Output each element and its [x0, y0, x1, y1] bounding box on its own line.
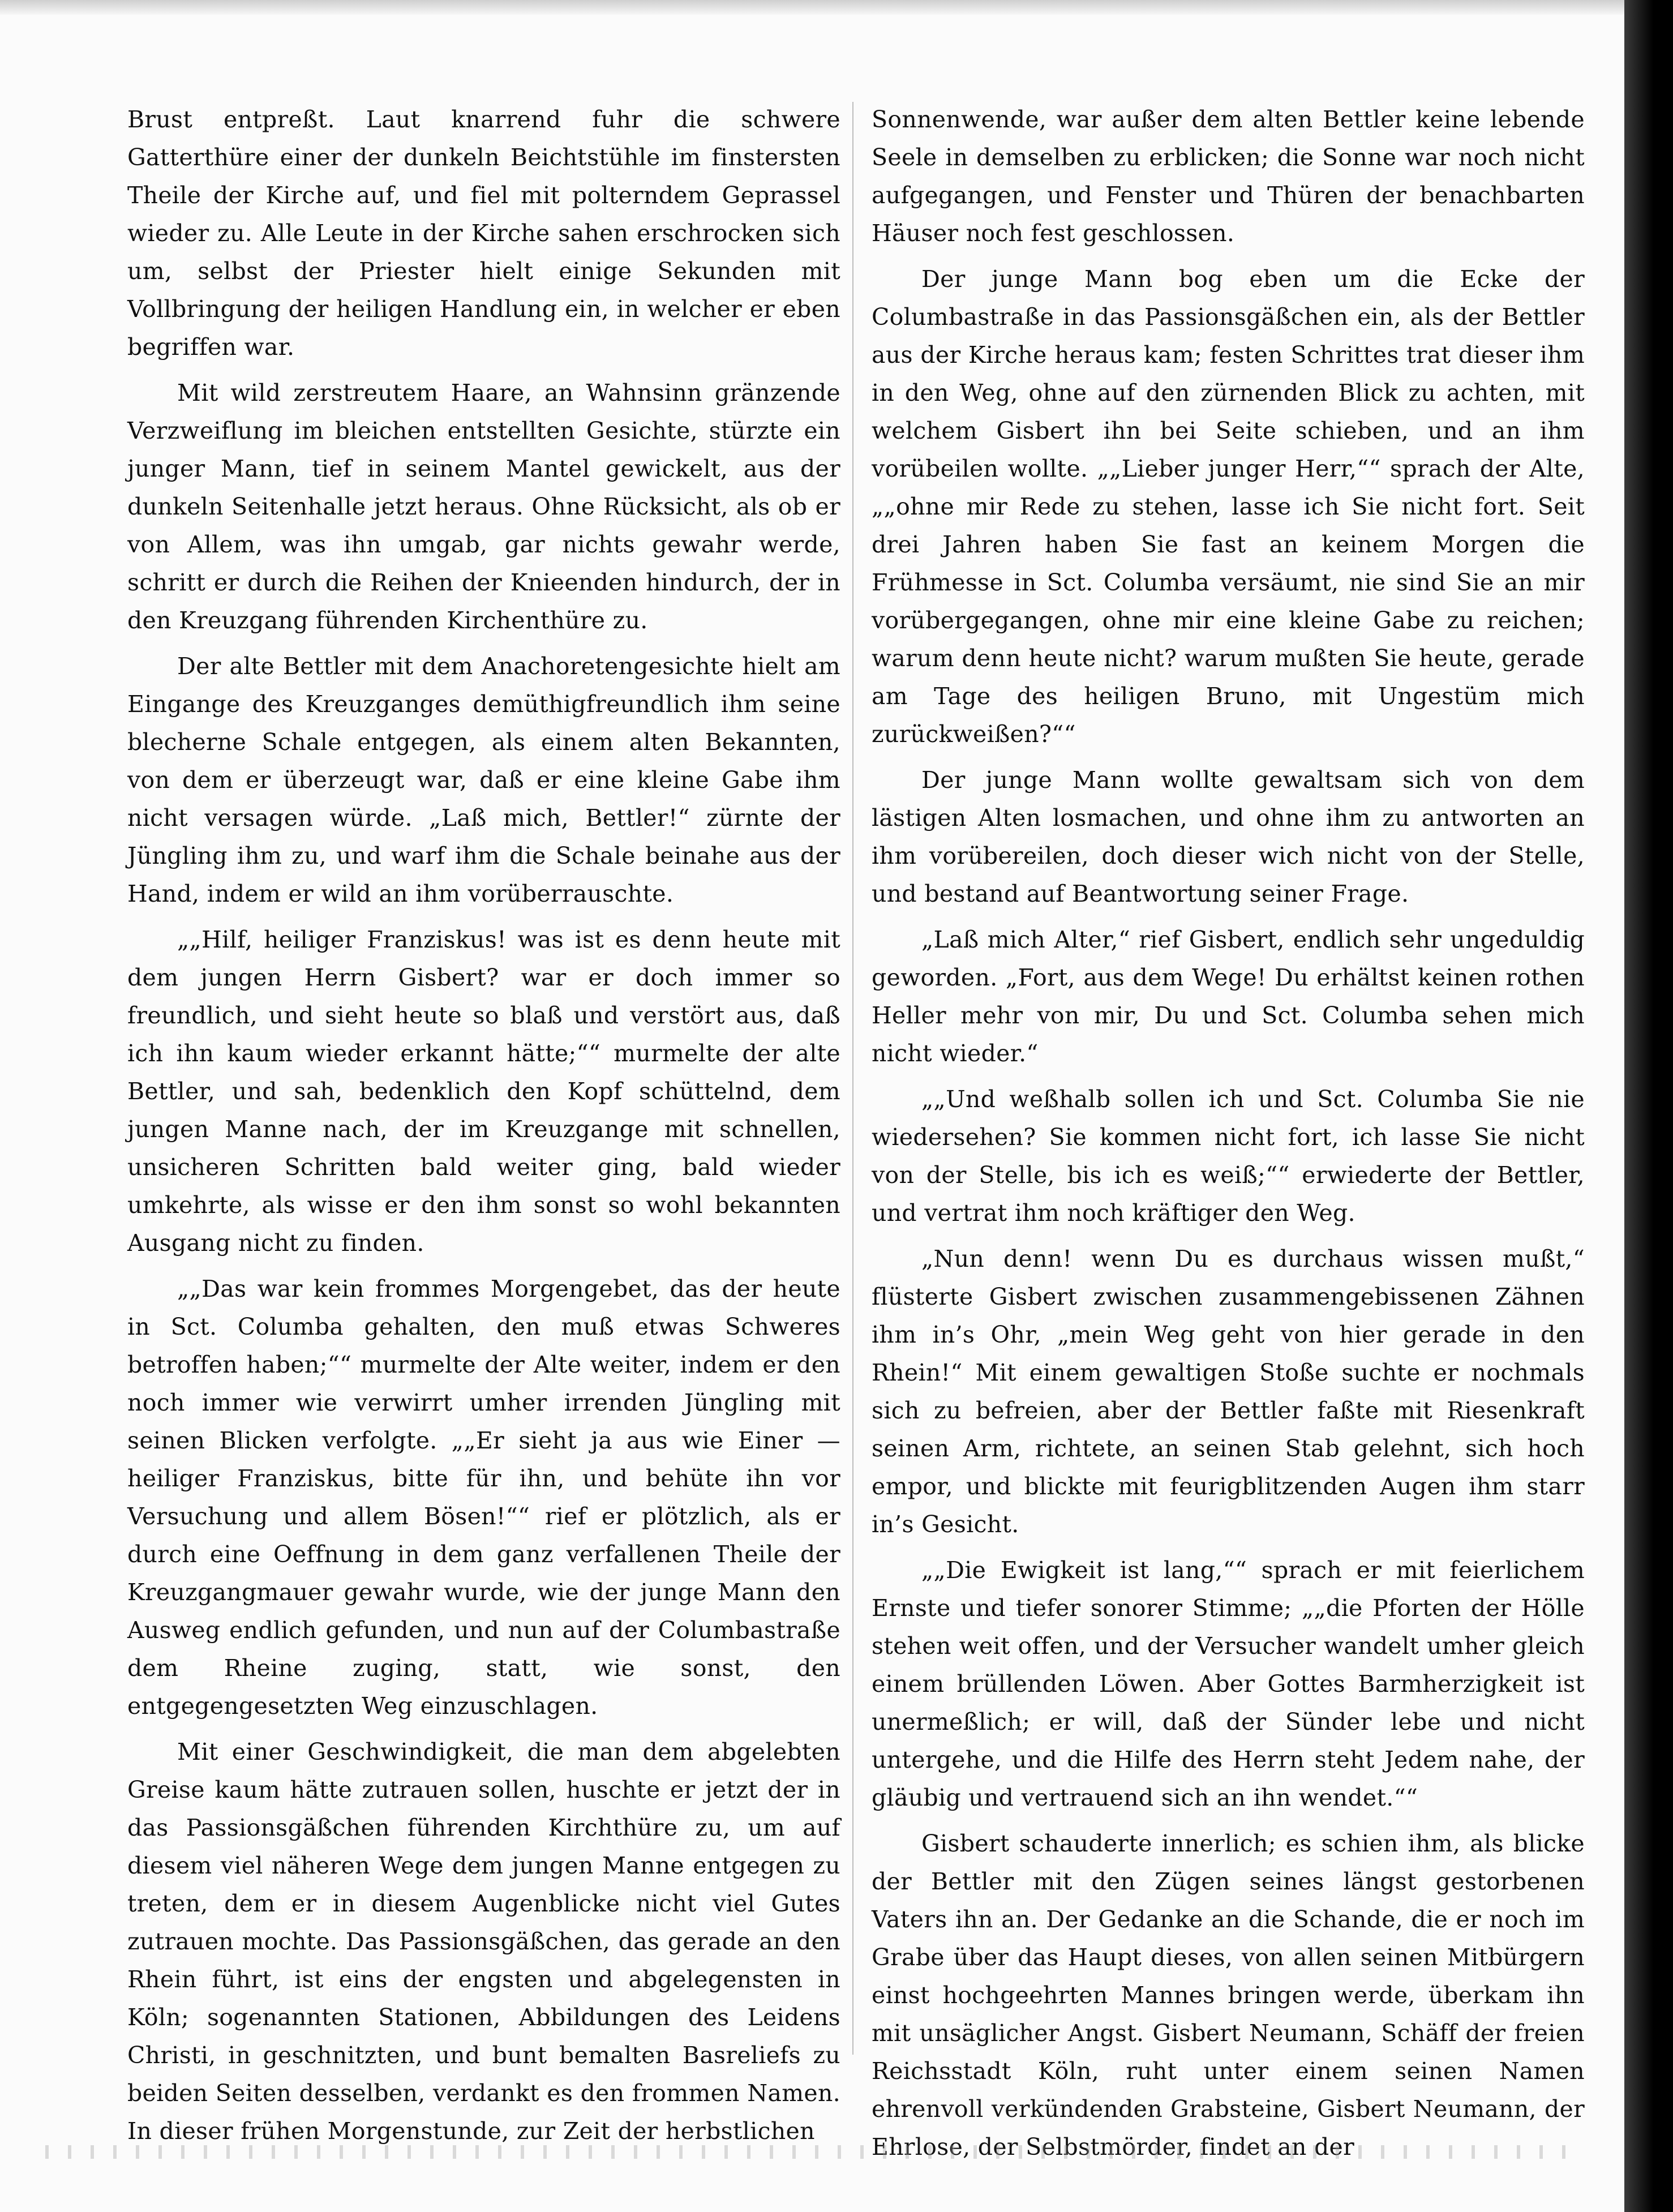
paragraph: Mit einer Geschwindigkeit, die man dem abgelebten Greise kaum hätte zutrauen sollen, huschte er jetzt der in das Passionsgäßchen führenden Kirchthüre zu, um auf diesem viel näheren Wege dem jungen Manne entgegen zu treten, dem er in diesem Augenblicke nicht viel Gutes zutrauen mochte. Das Passionsgäßchen, das gerade an den Rhein führt, ist eins der engsten und abgelegensten in Köln; sogenannten Stationen, Abbildungen des Leidens Christi, in geschnitzten, und bunt bemalten Basreliefs zu beiden Seiten desselben, verdankt es den frommen Namen. In dieser frühen Morgenstunde, zur Zeit der herbstlichen [127, 1738, 840, 2145]
scan-right-border [1624, 0, 1673, 2212]
paragraph: „„Hilf, heiliger Franziskus! was ist es denn heute mit dem jungen Herrn Gisbert? war er doch immer so freundlich, und sieht heute so blaß und verstört aus, daß ich ihn kaum wieder erkannt hätte;““ murmelte der alte Bettler, und sah, bedenklich den Kopf schüttelnd, dem jungen Manne nach, der im Kreuzgange mit schnellen, unsicheren Schritten bald weiter ging, bald wieder umkehrte, als wisse er den ihm sonst so wohl bekannten Ausgang nicht zu finden. [127, 926, 840, 1257]
scan-bottom-noise [45, 2145, 1573, 2159]
left-text-column [127, 101, 840, 2145]
scan-top-edge [0, 0, 1624, 15]
paragraph: Sonnenwende, war außer dem alten Bettler keine lebende Seele in demselben zu erblicken; die Sonne war noch nicht aufgegangen, und Fenster und Thüren der benachbarten Häuser noch fest geschlossen. [872, 106, 1585, 247]
paragraph: „Nun denn! wenn Du es durchaus wissen mußt,“ flüsterte Gisbert zwischen zusammengebissenen Zähnen ihm in’s Ohr, „mein Weg geht von hier gerade in den Rhein!“ Mit einem gewaltigen Stoße suchte er nochmals sich zu befreien, aber der Bettler faßte mit Riesenkraft seinen Arm, richtete, an seinen Stab gelehnt, sich hoch empor, und blickte mit feurigblitzenden Augen ihm starr in’s Gesicht. [872, 1245, 1585, 1538]
column-divider [852, 102, 853, 2055]
right-text-column [872, 101, 1585, 2160]
paragraph: Der junge Mann wollte gewaltsam sich von dem lästigen Alten losmachen, und ohne ihm zu antworten an ihm vorübereilen, doch dieser wich nicht von der Stelle, und bestand auf Beantwortung seiner Frage. [872, 766, 1585, 907]
paragraph: Der alte Bettler mit dem Anachoretengesichte hielt am Eingange des Kreuzganges demüthigfreundlich ihm seine blecherne Schale entgegen, als einem alten Bekannten, von dem er überzeugt war, daß er eine kleine Gabe ihm nicht versagen würde. „Laß mich, Bettler!“ zürnte der Jüngling ihm zu, und warf ihm die Schale beinahe aus der Hand, indem er wild an ihm vorüberrauschte. [127, 653, 840, 907]
paragraph: „Laß mich Alter,“ rief Gisbert, endlich sehr ungeduldig geworden. „Fort, aus dem Wege! Du erhältst keinen rothen Heller mehr von mir, Du und Sct. Columba sehen mich nicht wieder.“ [872, 926, 1585, 1067]
paragraph: Gisbert schauderte innerlich; es schien ihm, als blicke der Bettler mit den Zügen seines längst gestorbenen Vaters ihn an. Der Gedanke an die Schande, die er noch im Grabe über das Haupt dieses, von allen seinen Mitbürgern einst hochgeehrten Mannes bringen werde, überkam ihn mit unsäglicher Angst. Gisbert Neumann, Schäff der freien Reichsstadt Köln, ruht unter einem seinen Namen ehrenvoll verkündenden Grabsteine, Gisbert Neumann, der Ehrlose, der Selbstmörder, findet an der [872, 1830, 1585, 2160]
paragraph: Brust entpreßt. Laut knarrend fuhr die schwere Gatterthüre einer der dunkeln Beichtstühle im finstersten Theile der Kirche auf, und fiel mit polterndem Geprassel wieder zu. Alle Leute in der Kirche sahen erschrocken sich um, selbst der Priester hielt einige Sekunden mit Vollbringung der heiligen Handlung ein, in welcher er eben begriffen war. [127, 106, 840, 361]
paragraph: Der junge Mann bog eben um die Ecke der Columbastraße in das Passionsgäßchen ein, als der Bettler aus der Kirche heraus kam; festen Schrittes trat dieser ihm in den Weg, ohne auf den zürnenden Blick zu achten, mit welchem Gisbert ihn bei Seite schieben, und an ihm vorübeilen wollte. „„Lieber junger Herr,““ sprach der Alte, „„ohne mir Rede zu stehen, lasse ich Sie nicht fort. Seit drei Jahren haben Sie fast an keinem Morgen die Frühmesse in Sct. Columba versäumt, nie sind Sie an mir vorübergegangen, ohne mir eine kleine Gabe zu reichen; warum denn heute nicht? warum mußten Sie heute, gerade am Tage des heiligen Bruno, mit Ungestüm mich zurückweißen?““ [872, 265, 1585, 748]
paragraph: „„Die Ewigkeit ist lang,““ sprach er mit feierlichem Ernste und tiefer sonorer Stimme; „„die Pforten der Hölle stehen weit offen, und der Versucher wandelt umher gleich einem brüllenden Löwen. Aber Gottes Barmherzigkeit ist unermeßlich; er will, daß der Sünder lebe und nicht untergehe, und die Hilfe des Herrn steht Jedem nahe, der gläubig und vertrauend sich an ihn wendet.““ [872, 1557, 1585, 1811]
paragraph: Mit wild zerstreutem Haare, an Wahnsinn gränzende Verzweiflung im bleichen entstellten Gesichte, stürzte ein junger Mann, tief in seinem Mantel gewickelt, aus der dunkeln Seitenhalle jetzt heraus. Ohne Rücksicht, als ob er von Allem, was ihn umgab, gar nichts gewahr werde, schritt er durch die Reihen der Knieenden hindurch, der in den Kreuzgang führenden Kirchenthüre zu. [127, 379, 840, 634]
paragraph: „„Das war kein frommes Morgengebet, das der heute in Sct. Columba gehalten, den muß etwas Schweres betroffen haben;““ murmelte der Alte weiter, indem er den noch immer wie verwirrt umher irrenden Jüngling mit seinen Blicken verfolgte. „„Er sieht ja aus wie Einer — heiliger Franziskus, bitte für ihn, und behüte ihn vor Versuchung und allem Bösen!““ rief er plötzlich, als er durch eine Oeffnung in dem ganz verfallenen Theile der Kreuzgangmauer gewahr wurde, wie der junge Mann den Ausweg endlich gefunden, und nun auf der Columbastraße dem Rheine zuging, statt, wie sonst, den entgegengesetzten Weg einzuschlagen. [127, 1275, 840, 1720]
paragraph: „„Und weßhalb sollen ich und Sct. Columba Sie nie wiedersehen? Sie kommen nicht fort, ich lasse Sie nicht von der Stelle, bis ich es weiß;““ erwiederte der Bettler, und vertrat ihm noch kräftiger den Weg. [872, 1086, 1585, 1227]
